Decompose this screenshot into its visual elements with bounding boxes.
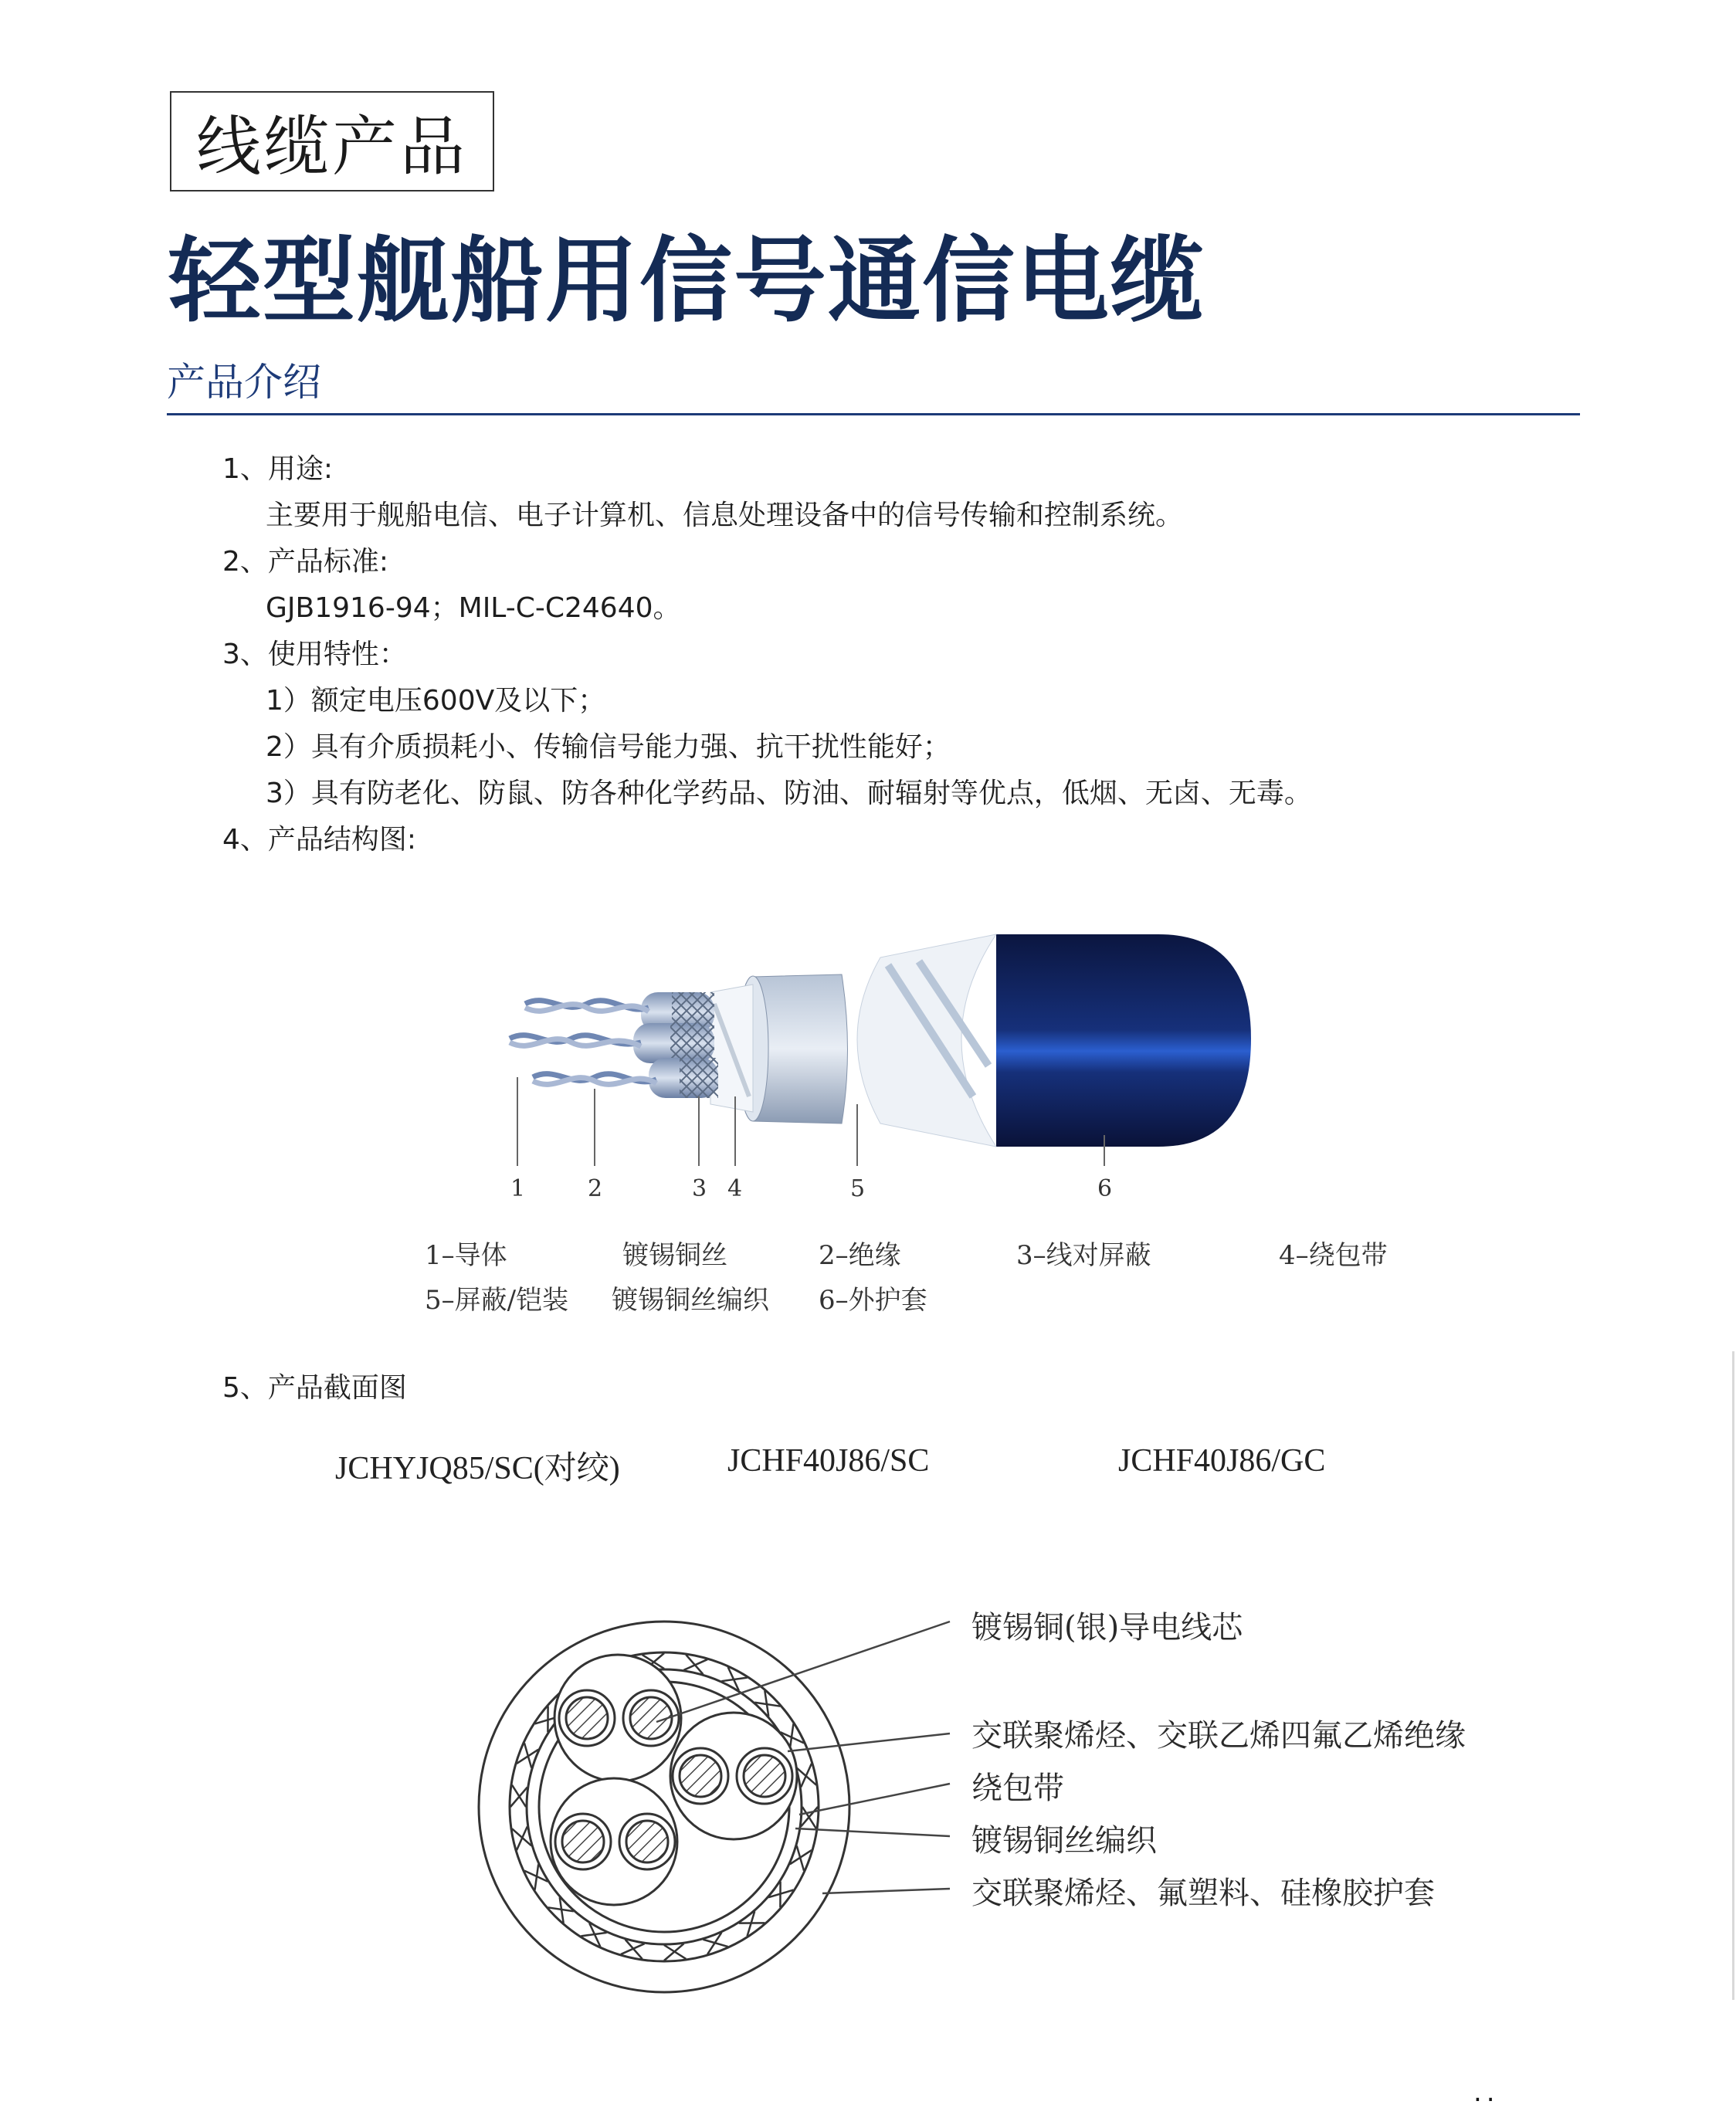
figure-number: 1 — [510, 1175, 525, 1202]
cross-section-label: 镀锡铜(银)导电线芯 — [971, 1603, 1243, 1647]
cross-section-label: 镀锡铜丝编织 — [971, 1816, 1157, 1860]
category-label: 线缆产品 — [170, 91, 494, 191]
figure-number: 5 — [850, 1175, 865, 1202]
section-title: 产品介绍 — [167, 351, 321, 407]
cross-section-label: 绕包带 — [971, 1764, 1064, 1808]
page-edge — [1732, 1351, 1734, 2000]
figure-number: 3 — [692, 1175, 707, 1202]
model-name: JCHF40J86/GC — [1118, 1442, 1325, 1479]
list-item: 2）具有介质损耗小、传输信号能力强、抗干扰性能好； — [222, 724, 1612, 771]
braid-mark — [801, 1764, 812, 1788]
page-title: 轻型舰船用信号通信电缆 — [168, 207, 1205, 340]
legend-item: 2–绝缘 — [819, 1234, 901, 1272]
page-marker: .. — [1473, 2077, 1500, 2108]
legend-item: 镀锡铜丝 — [622, 1234, 727, 1272]
list-item: 4、产品结构图: — [222, 817, 1612, 863]
list-item: 主要用于舰船电信、电子计算机、信息处理设备中的信号传输和控制系统。 — [222, 493, 1612, 539]
cross-section-label: 交联聚烯烃、交联乙烯四氟乙烯绝缘 — [971, 1711, 1466, 1755]
model-name: JCHF40J86/SC — [727, 1442, 929, 1479]
braid-mark — [517, 1826, 527, 1850]
legend-item: 5–屏蔽/铠装 — [425, 1279, 568, 1317]
legend-item: 6–外护套 — [819, 1279, 927, 1317]
legend-item: 1–导体 — [425, 1234, 507, 1272]
figure-number: 6 — [1097, 1175, 1112, 1202]
legend-item: 镀锡铜丝编织 — [612, 1279, 769, 1317]
figure-number: 2 — [588, 1175, 602, 1202]
list-item: 3）具有防老化、防鼠、防各种化学药品、防油、耐辐射等优点，低烟、无卤、无毒。 — [222, 771, 1612, 817]
list-item: 3、使用特性： — [222, 632, 1612, 678]
model-name: JCHYJQ85/SC(对绞) — [335, 1442, 620, 1489]
cross-section-caption: 5、产品截面图 — [222, 1365, 407, 1412]
legend-item: 3–线对屏蔽 — [1016, 1234, 1151, 1272]
list-item: 1）额定电压600V及以下； — [222, 678, 1612, 724]
list-item: GJB1916-94；MIL-C-C24640。 — [222, 585, 1612, 632]
figure-number: 4 — [727, 1175, 742, 1202]
legend-item: 4–绕包带 — [1279, 1234, 1388, 1272]
list-item: 1、用途: — [222, 446, 1612, 493]
cross-section-label: 交联聚烯烃、氟塑料、硅橡胶护套 — [971, 1869, 1435, 1913]
list-item: 2、产品标准: — [222, 539, 1612, 585]
